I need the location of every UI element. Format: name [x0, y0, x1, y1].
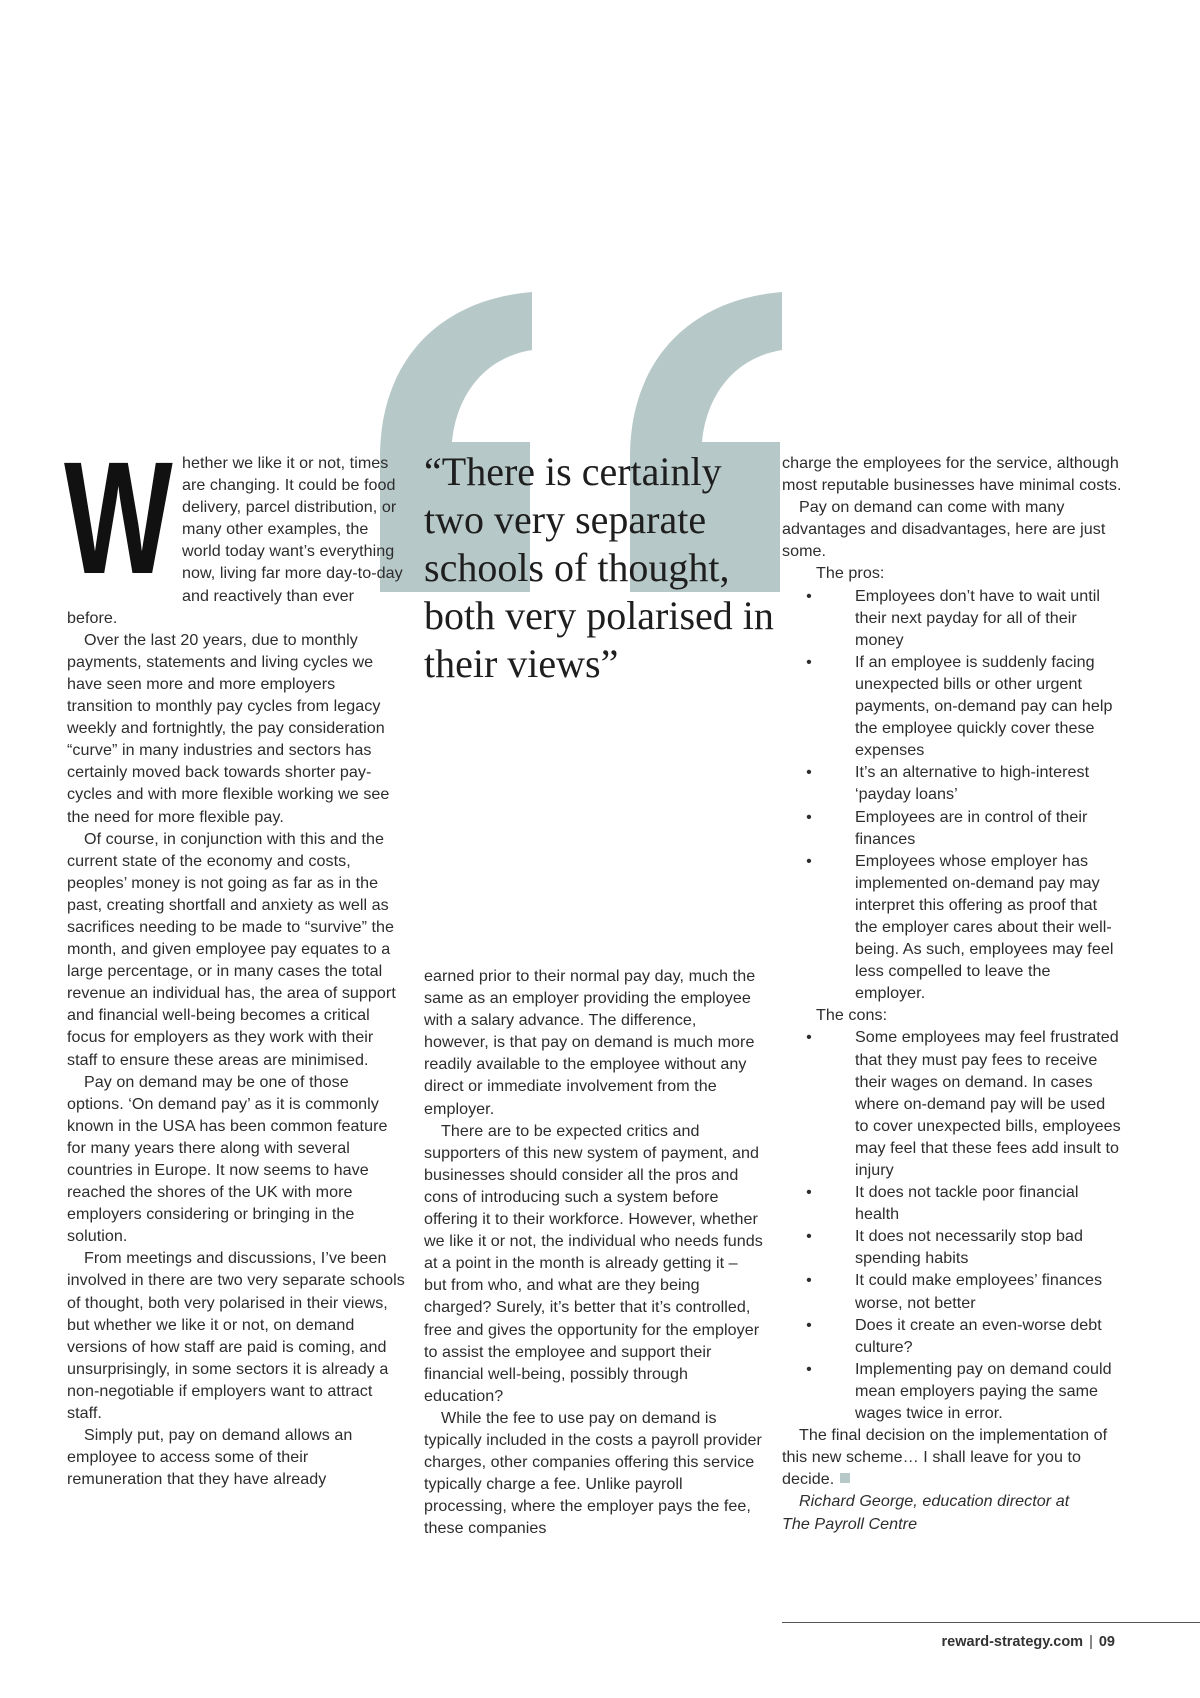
- body-paragraph: There are to be expected critics and supporters of this new system of payment, and businesses should consider all the pros and cons of introducing such a system before offering it to their workforce. However, whether we like it or not, the individual who needs funds at a point in the month is already getting it – but from who, and what are they being charged? Surely, it’s better that it’s controlled, free and gives the opportunity for the employer to assist the employee and support their financial well-being, possibly through education?: [424, 1121, 763, 1405]
- bullet-icon: •: [806, 1315, 812, 1334]
- list-item: • Implementing pay on demand could mean employers paying the same wages twice in error.: [782, 1358, 1122, 1424]
- list-item: • It does not necessarily stop bad spending habits: [782, 1225, 1122, 1269]
- site-name: reward-strategy.com: [941, 1634, 1084, 1650]
- end-mark-icon: [840, 1473, 850, 1483]
- pros-label: The pros:: [816, 564, 885, 583]
- list-item: • Does it create an even-worse debt culture?: [782, 1314, 1122, 1358]
- footer-divider: [782, 1622, 1200, 1623]
- bullet-icon: •: [806, 1183, 812, 1202]
- body-paragraph: Of course, in conjunction with this and the current state of the economy and costs, peoples’ money is not going as far as in the past, creating shortfall and anxiety as well as sacrifices needing to be made to “survive” the month, and given employee pay equates to a large percentage, or in many cases the total revenue an individual has, the area of support and financial well-being becomes a critical focus for employers as they work with their staff to ensure these areas are minimised.: [67, 829, 396, 1069]
- list-item: • If an employee is suddenly facing unexpected bills or other urgent payments, on-demand pay can help the employee quickly cover these expenses: [782, 651, 1122, 761]
- body-paragraph: Pay on demand can come with many advantages and disadvantages, here are just some.: [782, 498, 1106, 561]
- bullet-icon: •: [806, 763, 812, 782]
- page-number: 09: [1098, 1634, 1115, 1650]
- list-item: • Employees whose employer has implemented on-demand pay may interpret this offering as proof that the employer cares about their well-being. As such, employees may feel less compelled to leave the employer.: [782, 850, 1122, 1005]
- body-paragraph: Simply put, pay on demand allows an employee to access some of their remuneration that they have already: [67, 1426, 353, 1489]
- body-paragraph: From meetings and discussions, I’ve been involved in there are two very separate schools of thought, both very polarised in their views, but whether we like it or not, on demand versions of how staff are paid is coming, and unsurprisingly, in some sectors it is already a non-negotiable if employers want to attract staff.: [67, 1249, 405, 1423]
- body-paragraph: earned prior to their normal pay day, much the same as an employer providing the employee with a salary advance. The difference, however, is that pay on demand is much more readily available to the employee without any direct or immediate involvement from the employer.: [424, 967, 756, 1118]
- bullet-icon: •: [806, 1271, 812, 1290]
- bullet-icon: •: [806, 1227, 812, 1246]
- pull-quote: “There is certainly two very separate schools of thought, both very polarised in their views”: [424, 449, 774, 686]
- article-column-3: [782, 452, 1122, 1535]
- list-item: • Employees don’t have to wait until their next payday for all of their money: [782, 585, 1122, 651]
- page-footer: [782, 1634, 1115, 1650]
- list-item: • It does not tackle poor financial health: [782, 1181, 1122, 1225]
- bullet-icon: •: [806, 851, 812, 870]
- bullet-icon: •: [806, 1359, 812, 1378]
- pros-list: [782, 585, 1122, 1005]
- cons-list: [782, 1026, 1122, 1424]
- cons-label: The cons:: [816, 1006, 888, 1025]
- body-paragraph: While the fee to use pay on demand is typically included in the costs a payroll provider charges, other companies offering this service typically charge a fee. Unlike payroll processing, where the employer pays the fee, these companies: [424, 1408, 762, 1538]
- article-column-2: [424, 965, 764, 1539]
- bullet-icon: •: [806, 807, 812, 826]
- bullet-icon: •: [806, 586, 812, 605]
- article-column-1: [64, 428, 405, 1490]
- list-item: • It’s an alternative to high-interest ‘payday loans’: [782, 761, 1122, 805]
- drop-cap: W: [64, 428, 170, 607]
- body-paragraph: charge the employees for the service, although most reputable businesses have minimal costs.: [782, 454, 1122, 495]
- bullet-icon: •: [806, 1028, 812, 1047]
- footer-separator: |: [1089, 1634, 1093, 1650]
- body-paragraph: Over the last 20 years, due to monthly payments, statements and living cycles we have seen more and more employers transition to monthly pay cycles from legacy weekly and fortnightly, the pay consideration “curve” in many industries and sectors has certainly moved back towards shorter pay-cycles and with more flexible working we see the need for more flexible pay.: [67, 630, 390, 826]
- list-item: • It could make employees’ finances worse, not better: [782, 1269, 1122, 1313]
- author-byline: Richard George, education director at The Payroll Centre: [782, 1492, 1070, 1533]
- list-item: • Some employees may feel frustrated that they must pay fees to receive their wages on demand. In cases where on-demand pay will be used to cover unexpected bills, employees may feel that these fees add insult to injury: [782, 1026, 1122, 1181]
- closing-paragraph: The final decision on the implementation of this new scheme… I shall leave for you to decide.: [782, 1426, 1108, 1489]
- list-item: • Employees are in control of their finances: [782, 806, 1122, 850]
- bullet-icon: •: [806, 652, 812, 671]
- intro-paragraph: hether we like it or not, times are changing. It could be food delivery, parcel distribution, or many other examples, the world today want’s everything now, living far more day-to-day and reactively than ever before.: [67, 454, 403, 627]
- body-paragraph: Pay on demand may be one of those options. ‘On demand pay’ as it is commonly known in the USA has been common feature for many years there along with several countries in Europe. It now seems to have reached the shores of the UK with more employers considering or bringing in the solution.: [67, 1072, 388, 1246]
